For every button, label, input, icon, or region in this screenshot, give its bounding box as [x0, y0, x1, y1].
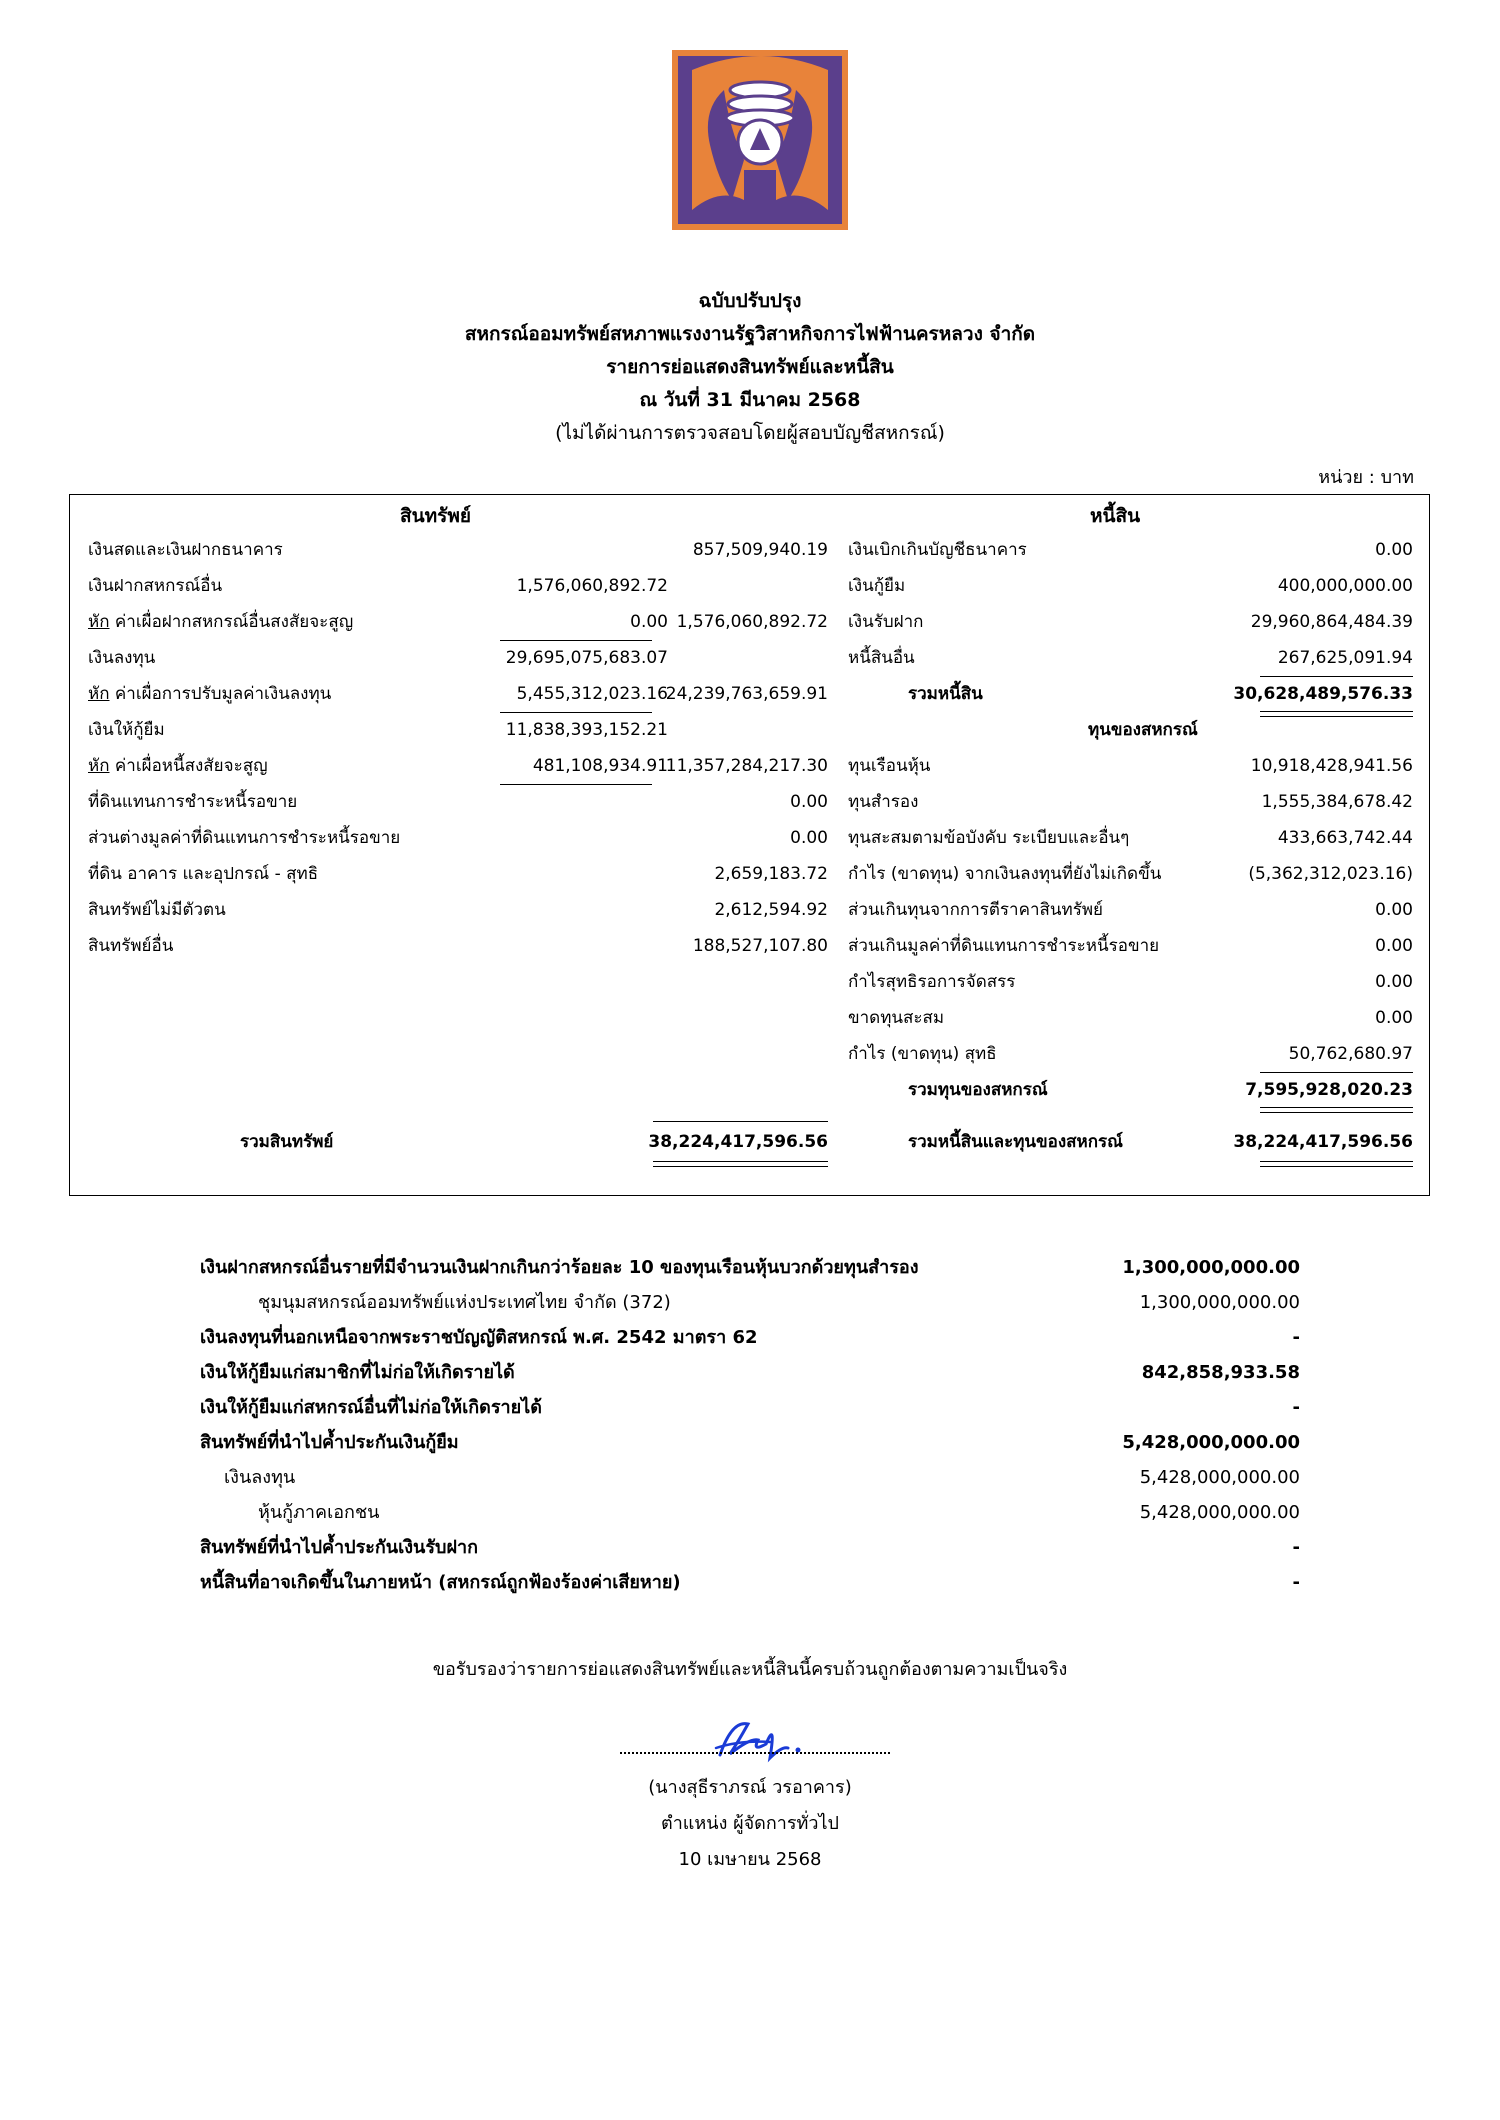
- disclosure-row: เงินให้กู้ยืมแก่สมาชิกที่ไม่ก่อให้เกิดรายได้ 842,858,933.58: [200, 1362, 1300, 1383]
- equity-row: ทุนสำรอง 1,555,384,678.42: [848, 792, 1413, 812]
- asset-row: สินทรัพย์อื่น 188,527,107.80: [88, 936, 828, 956]
- signatory-name: (นางสุธีราภรณ์ วรอาคาร): [648, 1777, 852, 1798]
- equity-total-double-underline: [1260, 1107, 1413, 1113]
- liabilities-total-row: รวมหนี้สิน 30,628,489,576.33: [908, 684, 1413, 704]
- disclosure-row: สินทรัพย์ที่นำไปค้ำประกันเงินกู้ยืม 5,428,000,000.00: [200, 1432, 1300, 1453]
- equity-row: กำไร (ขาดทุน) สุทธิ 50,762,680.97: [848, 1044, 1413, 1064]
- additional-disclosures: [200, 1250, 1300, 1600]
- equity-row: กำไร (ขาดทุน) จากเงินลงทุนที่ยังไม่เกิดขึ้น (5,362,312,023.16): [848, 864, 1413, 884]
- asset-row: หัก ค่าเผื่อการปรับมูลค่าเงินลงทุน 5,455,312,023.16 24,239,763,659.91: [88, 684, 828, 704]
- signatory-position: ตำแหน่ง ผู้จัดการทั่วไป: [661, 1813, 839, 1834]
- asset-row: ที่ดินแทนการชำระหนี้รอขาย 0.00: [88, 792, 828, 812]
- asset-row: ที่ดิน อาคาร และอุปกรณ์ - สุทธิ 2,659,183.72: [88, 864, 828, 884]
- disclosure-row: เงินลงทุนที่นอกเหนือจากพระราชบัญญัติสหกรณ์ พ.ศ. 2542 มาตรา 62 -: [200, 1327, 1300, 1348]
- disclosure-row: หุ้นกู้ภาคเอกชน 5,428,000,000.00: [258, 1502, 1300, 1523]
- report-header: [0, 285, 1500, 450]
- equity-row: กำไรสุทธิรอการจัดสรร 0.00: [848, 972, 1413, 992]
- disclosure-row: เงินฝากสหกรณ์อื่นรายที่มีจำนวนเงินฝากเกินกว่าร้อยละ 10 ของทุนเรือนหุ้นบวกด้วยทุนสำรอง 1,300,000,000.00: [200, 1257, 1300, 1278]
- assets-heading: สินทรัพย์: [400, 505, 471, 527]
- asset-row: เงินฝากสหกรณ์อื่น 1,576,060,892.72: [88, 576, 668, 596]
- disclosure-row: เงินให้กู้ยืมแก่สหกรณ์อื่นที่ไม่ก่อให้เกิดรายได้ -: [200, 1397, 1300, 1418]
- equity-row: ทุนสะสมตามข้อบังคับ ระเบียบและอื่นๆ 433,663,742.44: [848, 828, 1413, 848]
- audit-note: (ไม่ได้ผ่านการตรวจสอบโดยผู้สอบบัญชีสหกรณ์): [555, 422, 945, 444]
- asset-row: เงินลงทุน 29,695,075,683.07: [88, 648, 668, 668]
- signature-date: 10 เมษายน 2568: [678, 1849, 822, 1870]
- liability-row: หนี้สินอื่น 267,625,091.94: [848, 648, 1413, 668]
- equity-row: ส่วนเกินทุนจากการตีราคาสินทรัพย์ 0.00: [848, 900, 1413, 920]
- equity-row: ขาดทุนสะสม 0.00: [848, 1008, 1413, 1028]
- report-date: ณ วันที่ 31 มีนาคม 2568: [639, 389, 861, 411]
- assets-total-double-underline: [653, 1161, 828, 1167]
- liability-row: เงินรับฝาก 29,960,864,484.39: [848, 612, 1413, 632]
- asset-row: หัก ค่าเผื่อฝากสหกรณ์อื่นสงสัยจะสูญ 0.00 1,576,060,892.72: [88, 612, 828, 632]
- equity-total-row: รวมทุนของสหกรณ์ 7,595,928,020.23: [908, 1080, 1413, 1100]
- grand-total-double-underline: [1260, 1161, 1413, 1167]
- certification-statement: ขอรับรองว่ารายการย่อแสดงสินทรัพย์และหนี้สินนี้ครบถ้วนถูกต้องตามความเป็นจริง: [432, 1659, 1068, 1680]
- asset-row: ส่วนต่างมูลค่าที่ดินแทนการชำระหนี้รอขาย 0.00: [88, 828, 828, 848]
- asset-row: เงินสดและเงินฝากธนาคาร 857,509,940.19: [88, 540, 828, 560]
- cooperative-logo: [672, 50, 848, 230]
- asset-row: เงินให้กู้ยืม 11,838,393,152.21: [88, 720, 668, 740]
- revision-title: ฉบับปรับปรุง: [698, 290, 802, 312]
- unit-label: หน่วย : บาท: [1318, 467, 1414, 488]
- disclosure-row: ชุมนุมสหกรณ์ออมทรัพย์แห่งประเทศไทย จำกัด (372) 1,300,000,000.00: [258, 1292, 1300, 1313]
- disclosure-row: สินทรัพย์ที่นำไปค้ำประกันเงินรับฝาก -: [200, 1537, 1300, 1558]
- disclosure-row: เงินลงทุน 5,428,000,000.00: [224, 1467, 1300, 1488]
- asset-row: หัก ค่าเผื่อหนี้สงสัยจะสูญ 481,108,934.91 11,357,284,217.30: [88, 756, 828, 776]
- liability-row: เงินกู้ยืม 400,000,000.00: [848, 576, 1413, 596]
- asset-row: สินทรัพย์ไม่มีตัวตน 2,612,594.92: [88, 900, 828, 920]
- equity-heading: ทุนของสหกรณ์: [1088, 720, 1198, 740]
- report-title: รายการย่อแสดงสินทรัพย์และหนี้สิน: [606, 356, 894, 378]
- assets-total-row: รวมสินทรัพย์ 38,224,417,596.56: [240, 1132, 828, 1152]
- balance-sheet-table: [69, 494, 1430, 1196]
- liabilities-heading: หนี้สิน: [1090, 505, 1141, 527]
- liability-row: เงินเบิกเกินบัญชีธนาคาร 0.00: [848, 540, 1413, 560]
- equity-row: ส่วนเกินมูลค่าที่ดินแทนการชำระหนี้รอขาย 0.00: [848, 936, 1413, 956]
- organization-name: สหกรณ์ออมทรัพย์สหภาพแรงงานรัฐวิสาหกิจการไฟฟ้านครหลวง จำกัด: [464, 323, 1036, 345]
- handwritten-signature: [620, 1700, 890, 1770]
- equity-row: ทุนเรือนหุ้น 10,918,428,941.56: [848, 756, 1413, 776]
- assets-total-top-line: [653, 1121, 828, 1122]
- grand-total-row: รวมหนี้สินและทุนของสหกรณ์ 38,224,417,596.56: [908, 1132, 1413, 1152]
- signature-line: [620, 1752, 890, 1754]
- signatory-block: [0, 1770, 1500, 1878]
- disclosure-row: หนี้สินที่อาจเกิดขึ้นในภายหน้า (สหกรณ์ถูกฟ้องร้องค่าเสียหาย) -: [200, 1572, 1300, 1593]
- liabilities-total-double-underline: [1260, 711, 1413, 717]
